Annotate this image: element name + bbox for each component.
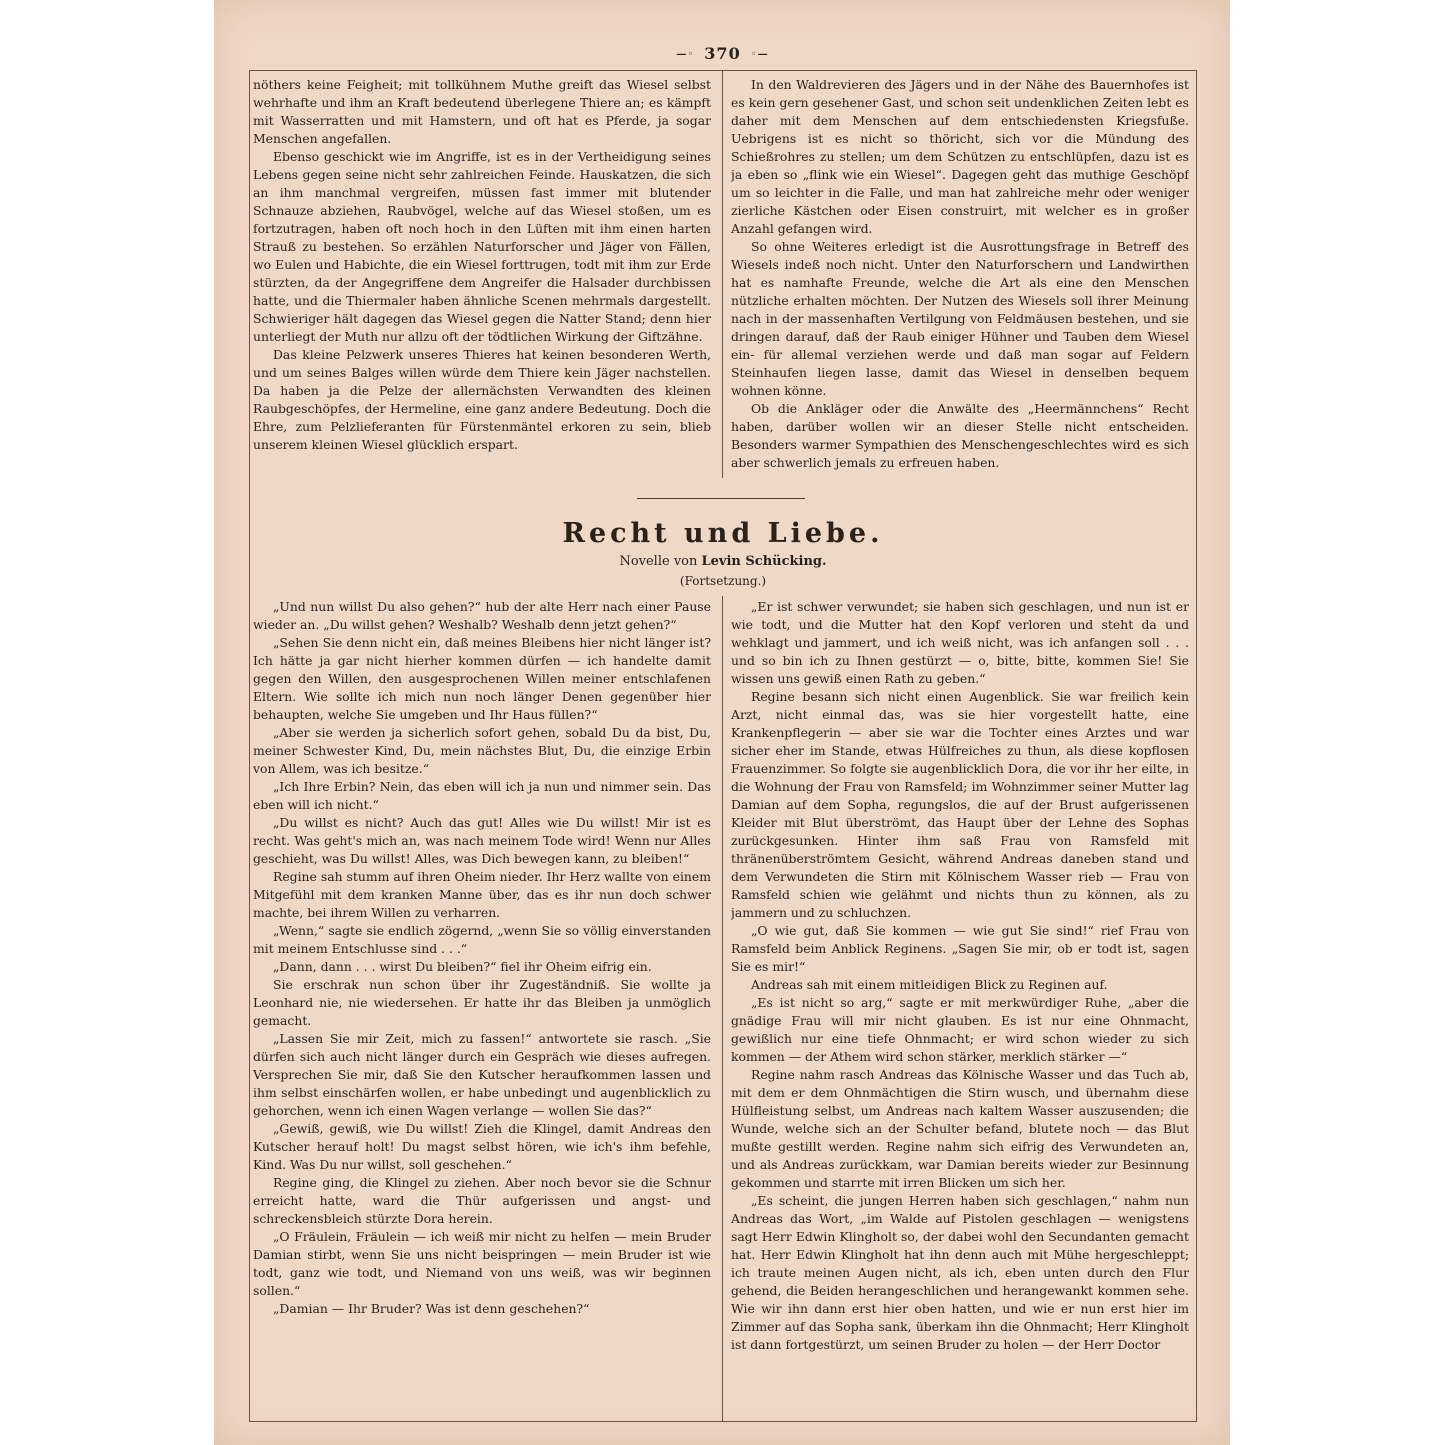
- paragraph: „Es ist nicht so arg,“ sagte er mit merkwürdiger Ruhe, „aber die gnädige Frau will mir nicht glauben. Es ist nur eine Ohnmacht, gewißlich nur eine tiefe Ohnmacht; er wird schon wieder zu sich kommen — der Athem wird schon stärker, merklich stärker —“: [731, 995, 1189, 1064]
- paragraph: „Sehen Sie denn nicht ein, daß meines Bleibens hier nicht länger ist? Ich hätte ja gar nicht hierher kommen dürfen — ich handelte damit gegen den Willen, den ausgesprochenen Willen meiner entschlafenen Eltern. Wie sollte ich mich nun noch länger Denen gegenüber hier behaupten, welche Sie umgeben und Ihr Haus füllen?“: [253, 635, 711, 722]
- column-divider-top: [722, 70, 723, 478]
- continuation-note: (Fortsetzung.): [679, 574, 767, 588]
- column-bottom-left: [253, 598, 711, 1418]
- paragraph: Regine sah stumm auf ihren Oheim nieder. Ihr Herz wallte von einem Mitgefühl mit dem kranken Manne über, das es ihr nun doch schwer machte, bei ihrem Willen zu verharren.: [253, 869, 711, 920]
- paragraph: „Aber sie werden ja sicherlich sofort gehen, sobald Du da bist, Du, meiner Schwester Kind, Du, mein nächstes Blut, Du, die einzige Erbin von Allem, was ich besitze.“: [253, 725, 711, 776]
- paragraph: „Lassen Sie mir Zeit, mich zu fassen!“ antwortete sie rasch. „Sie dürfen sich auch nicht länger durch ein Gespräch wie dieses aufregen. Versprechen Sie mir, daß Sie den Kutscher heraufkommen lassen und ihm selbst einschärfen wollen, er habe unbedingt und augenblicklich zu gehorchen, wenn ich einen Wagen verlange — wollen Sie das?“: [253, 1031, 711, 1118]
- paragraph: Das kleine Pelzwerk unseres Thieres hat keinen besonderen Werth, und um seines Balges willen würde dem Thiere kein Jäger nachstellen. Da haben ja die Pelze der allernächsten Verwandten des kleinen Raubgeschöpfes, der Hermeline, eine ganz andere Bedeutung. Doch die Ehre, zum Pelzlieferanten für Fürstenmäntel erkoren zu sein, blieb unserem kleinen Wiesel glücklich erspart.: [253, 347, 711, 452]
- paragraph: Regine besann sich nicht einen Augenblick. Sie war freilich kein Arzt, nicht einmal das, was sie hier vorgestellt hatte, eine Krankenpflegerin — aber sie war die Tochter eines Arztes und war sicher eher im Stande, etwas Hülfreiches zu thun, als diese kopflosen Frauenzimmer. So folgte sie augenblicklich Dora, die vor ihr her eilte, in die Wohnung der Frau von Ramsfeld; im Wohnzimmer seiner Mutter lag Damian auf dem Sopha, regungslos, die auf der Brust aufgerissenen Kleider mit Blut überströmt, das Haupt über der Lehne des Sophas zurückgesunken. Hinter ihm saß Frau von Ramsfeld mit thränenüberströmtem Gesicht, während Andreas daneben stand und dem Verwundeten die Stirn mit Kölnischem Wasser rieb — Frau von Ramsfeld schien wie gelähmt und nichts thun zu können, als zu jammern und zu schluchzen.: [731, 689, 1189, 920]
- column-divider-bottom: [722, 596, 723, 1422]
- paragraph: Sie erschrak nun schon über ihr Zugeständniß. Sie wollte ja Leonhard nie, nie wiedersehen. Er hatte ihr das Bleiben ja unmöglich gemacht.: [253, 977, 711, 1028]
- paragraph: Ebenso geschickt wie im Angriffe, ist es in der Vertheidigung seines Lebens gegen seine nicht sehr zahlreichen Feinde. Hauskatzen, die sich an ihm manchmal vergreifen, müssen fast immer mit blutender Schnauze abziehen, Raubvögel, welche auf das Wiesel stoßen, um es fortzutragen, haben oft noch hoch in den Lüften mit ihm einen harten Strauß zu bestehen. So erzählen Naturforscher und Jäger von Fällen, wo Eulen und Habichte, die ein Wiesel forttrugen, todt mit ihm zur Erde stürzten, da der Angegriffene dem Angreifer die Halsader durchbissen hatte, und die Thiermaler haben ähnliche Scenen mehrmals dargestellt. Schwieriger hält dagegen das Wiesel gegen die Natter Stand; denn hier unterliegt der Muth nur allzu oft der tödtlichen Wirkung der Giftzähne.: [253, 149, 711, 344]
- paragraph: „O Fräulein, Fräulein — ich weiß mir nicht zu helfen — mein Bruder Damian stirbt, wenn Sie uns nicht beispringen — mein Bruder ist wie todt, ganz wie todt, und Niemand von uns weiß, was wir beginnen sollen.“: [253, 1229, 711, 1298]
- paragraph: „Er ist schwer verwundet; sie haben sich geschlagen, und nun ist er wie todt, und die Mutter hat den Kopf verloren und steht da und wehklagt und jammert, und ich weiß nicht, was ich anfangen soll . . . und so bin ich zu Ihnen gestürzt — o, bitte, bitte, kommen Sie! Sie wissen uns gewiß einen Rath zu geben.“: [731, 599, 1189, 686]
- paragraph: „Du willst es nicht? Auch das gut! Alles wie Du willst! Mir ist es recht. Was geht's mich an, was nach meinem Tode wird! Wenn nur Alles geschieht, was Du willst! Alles, was Dich bewegen kann, zu bleiben!“: [253, 815, 711, 866]
- paragraph: „Gewiß, gewiß, wie Du willst! Zieh die Klingel, damit Andreas den Kutscher herauf holt! Du magst selbst hören, wie ich's ihm befehle, Kind. Was Du nur willst, soll geschehen.“: [253, 1121, 711, 1172]
- section-rule: [637, 498, 805, 499]
- paragraph: In den Waldrevieren des Jägers und in der Nähe des Bauernhofes ist es kein gern gesehener Gast, und schon seit undenklichen Zeiten lebt es daher mit dem Menschen auf dem entschiedensten Kriegsfuße. Uebrigens ist es nicht so thöricht, sich vor die Mündung des Schießrohres zu stellen; um dem Schützen zu entschlüpfen, dazu ist es ja eben so „flink wie ein Wiesel“. Dagegen geht das muthige Geschöpf um so leichter in die Falle, und man hat zahlreiche mehr oder weniger zierliche Kästchen oder Eisen construirt, mit welcher es in großer Anzahl gefangen wird.: [731, 77, 1189, 236]
- paragraph: nöthers keine Feigheit; mit tollkühnem Muthe greift das Wiesel selbst wehrhafte und ihm an Kraft bedeutend überlegene Thiere an; es kämpft mit Wasserratten und mit Hamstern, und oft hat es Pferde, ja sogar Menschen angefallen.: [253, 77, 711, 146]
- author-name: Levin Schücking.: [701, 554, 827, 569]
- story-title: Recht und Liebe.: [562, 518, 884, 549]
- paragraph: „Dann, dann . . . wirst Du bleiben?“ fiel ihr Oheim eifrig ein.: [273, 959, 652, 974]
- paragraph: Andreas sah mit einem mitleidigen Blick zu Reginen auf.: [751, 977, 1108, 992]
- byline-prefix: Novelle von: [619, 554, 698, 569]
- column-bottom-right: [731, 598, 1189, 1418]
- paragraph: „Es scheint, die jungen Herren haben sich geschlagen,“ nahm nun Andreas das Wort, „im Walde auf Pistolen geschlagen — wenigstens sagt Herr Edwin Klingholt so, der dabei wohl den Secundanten gemacht hat. Herr Edwin Klingholt hat ihn denn auch mit Mühe hergeschleppt; ich traute meinen Augen nicht, als ich, eben unten durch den Flur gehend, die Beiden herangeschlichen und herangewankt kommen sehe. Wie wir ihn dann erst hier oben hatten, und wie er nun erst hier im Zimmer auf das Sopha sank, überkam ihn die Ohnmacht; Herr Klingholt ist dann fortgestürzt, um seinen Bruder zu holen — der Herr Doctor: [731, 1193, 1189, 1352]
- paragraph: Regine ging, die Klingel zu ziehen. Aber noch bevor sie die Schnur erreicht hatte, ward die Thür aufgerissen und angst- und schreckensbleich stürzte Dora herein.: [253, 1175, 711, 1226]
- paragraph: „Wenn,“ sagte sie endlich zögernd, „wenn Sie so völlig einverstanden mit meinem Entschlusse sind . . .“: [253, 923, 711, 956]
- paragraph: Regine nahm rasch Andreas das Kölnische Wasser und das Tuch ab, mit dem er dem Ohnmächtigen die Stirn wusch, und übernahm diese Hülfleistung selbst, um Andreas nach kaltem Wasser auszusenden; die Wunde, welche sich an der Schulter befand, blutete noch — das Blut mußte gestillt werden. Regine nahm sich eifrig des Verwundeten an, und als Andreas zurückkam, war Damian bereits wieder zur Besinnung gekommen und starrte mit irren Blicken um sich her.: [731, 1067, 1189, 1190]
- paragraph: „Damian — Ihr Bruder? Was ist denn geschehen?“: [273, 1301, 590, 1316]
- page-number: —◦ 370 ◦—: [676, 44, 769, 63]
- column-top-left: [253, 76, 711, 480]
- paragraph: „O wie gut, daß Sie kommen — wie gut Sie sind!“ rief Frau von Ramsfeld beim Anblick Reginens. „Sagen Sie mir, ob er todt ist, sagen Sie es mir!“: [731, 923, 1189, 974]
- paragraph: „Und nun willst Du also gehen?“ hub der alte Herr nach einer Pause wieder an. „Du willst gehen? Weshalb? Weshalb denn jetzt gehen?“: [253, 599, 711, 632]
- story-byline: [249, 554, 1197, 569]
- paragraph: „Ich Ihre Erbin? Nein, das eben will ich ja nun und nimmer sein. Das eben will ich nicht.“: [253, 779, 711, 812]
- paragraph: Ob die Ankläger oder die Anwälte des „Heermännchens“ Recht haben, darüber wollen wir an dieser Stelle nicht entscheiden. Besonders warmer Sympathien des Menschengeschlechtes wird es sich aber schwerlich jemals zu erfreuen haben.: [731, 401, 1189, 470]
- paragraph: So ohne Weiteres erledigt ist die Ausrottungsfrage in Betreff des Wiesels indeß noch nicht. Unter den Naturforschern und Landwirthen hat es namhafte Freunde, welche die Art als eine den Menschen nützliche erhalten möchten. Der Nutzen des Wiesels soll ihrer Meinung nach in der massenhaften Vertilgung von Feldmäusen bestehen, und sie dringen darauf, daß der Raub einiger Hühner und Tauben dem Wiesel ein- für allemal verziehen werde und daß man sogar auf Feldern Steinhaufen liegen lasse, damit das Wiesel in denselben bequem wohnen könne.: [731, 239, 1189, 398]
- column-top-right: [731, 76, 1189, 480]
